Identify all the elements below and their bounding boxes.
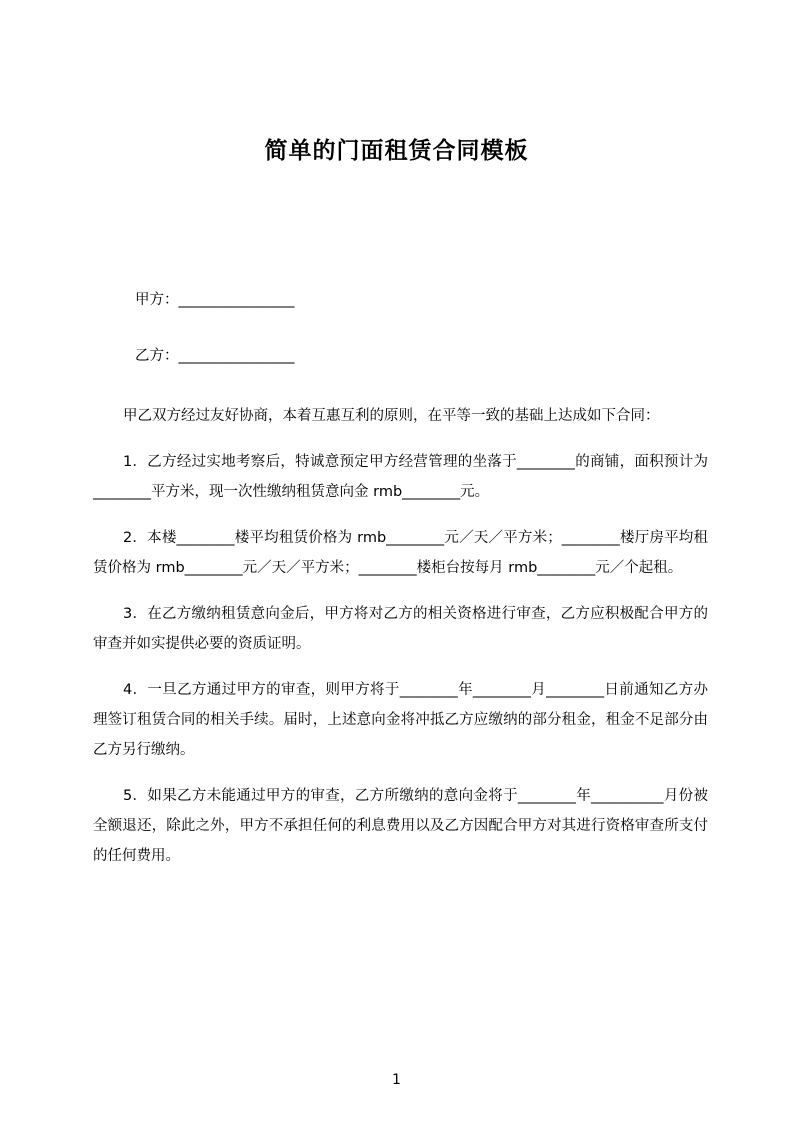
party-b-blank: ________________ — [178, 348, 295, 364]
document-body — [93, 285, 708, 887]
party-a-label: 甲方： — [135, 292, 179, 308]
party-a-line — [93, 285, 708, 315]
clause-3: 3．在乙方缴纳租赁意向金后，甲方将对乙方的相关资格进行审查，乙方应积极配合甲方的审查并如实提供必要的资质证明。 — [93, 606, 708, 652]
clause-5: 5．如果乙方未能通过甲方的审查，乙方所缴纳的意向金将于________年__________月份被全额退还，除此之外，甲方不承担任何的利息费用以及乙方因配合甲方对其进行资格审查所支付的任何费用。 — [93, 788, 708, 864]
page-title: 简单的门面租赁合同模板 — [264, 138, 529, 164]
page-number: 1 — [392, 1072, 401, 1088]
clause-2: 2．本楼________楼平均租赁价格为 rmb________元／天／平方米；________楼厅房平均租赁价格为 rmb________元／天／平方米；________楼柜台按每月 rmb________元／个起租。 — [93, 530, 708, 576]
party-a-blank: ________________ — [178, 292, 295, 308]
intro-paragraph: 甲乙双方经过友好协商，本着互惠互利的原则，在平等一致的基础上达成如下合同： — [123, 408, 660, 424]
party-b-label: 乙方： — [135, 348, 179, 364]
party-b-line — [93, 341, 708, 371]
clause-1: 1．乙方经过实地考察后，特诚意预定甲方经营管理的坐落于________的商铺，面积预计为________平方米，现一次性缴纳租赁意向金 rmb________元。 — [93, 454, 708, 500]
clause-4: 4．一旦乙方通过甲方的审查，则甲方将于________年________月________日前通知乙方办理签订租赁合同的相关手续。届时，上述意向金将冲抵乙方应缴纳的部分租金，租金不足部分由乙方另行缴纳。 — [93, 682, 708, 758]
